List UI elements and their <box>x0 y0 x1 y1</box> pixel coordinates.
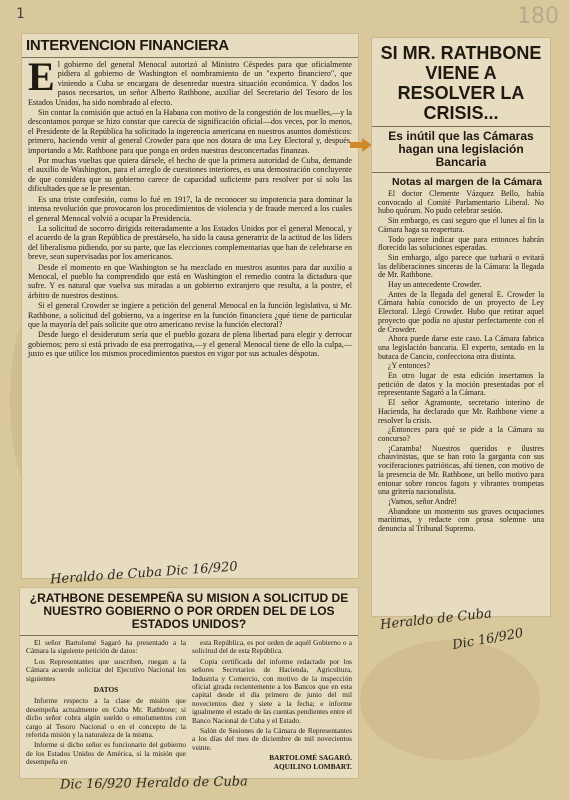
page-number: 180 <box>517 4 559 29</box>
paragraph: La solicitud de socorro dirigida reiteradamente a los Estados Unidos por el general Menocal, y el acuerdo de la gran República de prestárselo, ha sido la causa generatriz de la actitud de los líders del liberalismo pidiendo, por su parte, que las elecciones complementarias que han de celebrarse en breve, sean supervisadas por los americanos. <box>28 223 352 262</box>
clipping-subheadline: Es inútil que las Cámaras hagan una legislación Bancaria <box>372 127 550 173</box>
paragraph: l gobierno del general Menocal autorizó al Ministro Céspedes para que oficialmente pidiera al gobierno de Washington el nombramiento de un "experto financiero", que viniendo a Cuba se encargara de desenredar nuestra situación económica. Y dados los pasos necesarios, un señor Alberto Rathbone, auxiliar del Secretario del Tesoro de los Estados Unidos, ha sido nombrado al efecto. <box>28 60 352 107</box>
signatories: BARTOLOMÉ SAGARÓ. AQUILINO LOMBART. <box>269 753 352 771</box>
paragraph: En otro lugar de esta edición insertamos la petición de datos y la moción presentadas por el representante Sagaró a la Cámara. <box>378 371 544 398</box>
clipping-rathbone-crisis <box>372 38 550 616</box>
section-title: Notas al margen de la Cámara <box>392 176 542 188</box>
paragraph: ¿Y entonces? <box>388 361 430 371</box>
paragraph: Antes de la llegada del general E. Crowder la Cámara había conocido de un proyecto de Ley Electoral. Llegó Crowder. Hubo que retirar aquel proyecto que podía no ajustar perfectamente con el de Crowder. <box>378 289 544 334</box>
paragraph: El señor Agramonte, secretario interino de Hacienda, ha declarado que Mr. Rathbone viene a resolver la crisis. <box>378 398 544 425</box>
clipping-body <box>22 54 358 359</box>
paragraph: ¡Caramba! Nuestros queridos e ilustres chauvinistas, que se han roto la garganta con sus vociferaciones patrióticas, ahí tienen, con motivo de la presencia de Mr. Rathbone, un bello motivo para entonar sobre roncos fagots y vibrantes trompetas una gritería nacionalista. <box>378 443 544 497</box>
paragraph: Hay un antecedente Crowder. <box>388 280 482 290</box>
paragraph: Copia certificada del informe redactado por los señores Secretarios de Hacienda, Agricultura, Industria y Comercio, con motivo de la inspección oficial girada recientemente a los Bancos que en esta capital desde el día primero de junio del mil novecientos diez y siete a la fecha; e informe igualmente el estado de las cuentas pendientes entre el Banco Nacional de Cuba y el Estado. <box>192 656 352 725</box>
paragraph: El señor Bartolomé Sagaró ha presentado a la Cámara la siguiente petición de datos: <box>26 638 186 656</box>
paragraph: Es una triste confesión, como lo fué en 1917, la de reconocer su impotencia para dominar la intensa revolución que provocaron los procedimientos de violencia y de fraude merced a los cuales el general Menocal volvió a ocupar la Presidencia. <box>28 194 352 223</box>
paragraph: Desde luego el desideratum sería que el pueblo gozara de plena libertad para elegir y derrocar gobiernos; pero si está privado de esa prerrogativa,—y el general Menocal tiene de ello la culpa,—justo es que utilice los mismos procedimientos puestos en vigor por sus actuales déspotas. <box>28 330 352 359</box>
handwritten-source-note: Dic 16/920 Heraldo de Cuba <box>59 774 248 793</box>
column-left <box>26 639 186 773</box>
paragraph: ¡Vamos, señor André! <box>388 496 458 506</box>
clipping-headline: INTERVENCION FINANCIERA <box>22 34 358 58</box>
handwritten-source-note: Heraldo de Cuba <box>379 606 493 633</box>
paragraph: Salón de Sesiones de la Cámara de Representantes a los días del mes de diciembre de mil novecientos veinte. <box>192 726 352 752</box>
paragraph: Los Representantes que suscriben, ruegan a la Cámara acuerde solicitar del Ejecutivo Nacional los siguientes <box>26 656 186 683</box>
column-right <box>192 639 352 773</box>
paragraph: Todo parece indicar que para entonces habrán florecido las soluciones esperadas. <box>378 234 544 253</box>
paragraph: Ahora puede darse este caso. La Cámara fabrica una legislación bancaria. El experto, sentado en la butaca de Cancio, confecciona otra distinta. <box>378 334 544 361</box>
paragraph: Si el general Crowder se ingiere a petición del general Menocal en la función legislativa, si Mr. Rathbone, a solicitud del gobierno, va a ingerirse en la función financiera ¿qué tiene de particular que la mayoría del país solicite que otro americano revise la función electoral? <box>28 301 352 329</box>
drop-cap: E <box>28 54 55 99</box>
clipping-body <box>372 190 550 534</box>
clipping-intervencion-financiera <box>22 34 358 578</box>
paper-stain <box>360 640 540 760</box>
paragraph: Informe respecto a la clase de misión que desempeña actualmente en Cuba Mr. Rathbone; si dicho señor cobra algún sueldo o emolumentos con cargo al Tesoro Nacional o en el concepto de la referida misión y la naturaleza de la misma. <box>26 696 186 740</box>
paragraph: Sin embargo, es casi seguro que el lunes al fin la Cámara haga su reapertura. <box>378 216 544 234</box>
handwritten-source-note: Heraldo de Cuba Dic 16/920 <box>49 559 239 588</box>
paragraph: El doctor Clemente Vázquez Bello, había convocado al Comité Parlamentario Liberal. No hubo quórum. No pudo celebrar sesión. <box>378 189 544 216</box>
clipping-rathbone-mision <box>20 588 358 778</box>
corner-mark: 1 <box>16 6 25 22</box>
clipping-columns <box>20 636 358 776</box>
clipping-headline: SI MR. RATHBONE VIENE A RESOLVER LA CRISIS... <box>372 38 550 127</box>
paragraph: esta República, es por orden de aquél Gobierno o a solicitud del de esta República. <box>192 638 352 656</box>
arrow-icon <box>350 138 372 152</box>
clipping-headline: ¿RATHBONE DESEMPEÑA SU MISION A SOLICITUD DE NUESTRO GOBIERNO O POR ORDEN DEL DE LOS ESTADOS UNIDOS? <box>20 588 358 636</box>
paragraph: Informe si dicho señor es funcionario del gobierno de los Estados Unidos de América, si la misión que desempeña en <box>26 740 186 767</box>
subheading: DATOS <box>93 685 119 695</box>
paragraph: ¿Entonces para qué se pide a la Cámara su concurso? <box>378 425 544 443</box>
paragraph: Abandone un momento sus graves ocupaciones marítimas, y redacte con prosa solemne una denuncia al Tribunal Supremo. <box>378 506 544 534</box>
paragraph: Sin embargo, algo parece que turbará o evitará las deliberaciones sinceras de la Cámara: la llegada de Mr. Rathbone. <box>378 252 544 280</box>
paragraph: Desde el momento en que Washington se ha mezclado en nuestros asuntos para dar auxilio a Menocal, el pueblo ha comprendido que está en Washington el remedio contra la dictadura que sufre. Y es natural que vuelva sus miradas a un gobierno extranjero que resulta, a la postre, el árbitro de nuestros destinos. <box>28 262 352 300</box>
paragraph: Por muchas vueltas que quiera dársele, el hecho de que la primera autoridad de Cuba, demande el auxilio de Washington, para el arreglo de cuestiones interiores, es una demostración concluyente de que considera que su gobierno carece de capacidad suficiente para resolver por sí solo las dificultades que se le presentan. <box>28 156 352 194</box>
handwritten-date-note: Dic 16/920 <box>451 625 525 654</box>
paragraph: Sin contar la comisión que actuó en la Habana con motivo de la congestión de los muelles,—y la descontamos porque se hizo constar que carecía de significación oficial—dos veces, por lo menos, el Presidente de la República ha solicitado la ingerencia americana en nuestros asuntos domésticos: primero, haciendo venir al general Crowder para que nos dotara de una Ley Electoral y, después, importando a Mr. Rathbone para que ponga en orden nuestras desconcertadas finanzas. <box>28 108 352 155</box>
